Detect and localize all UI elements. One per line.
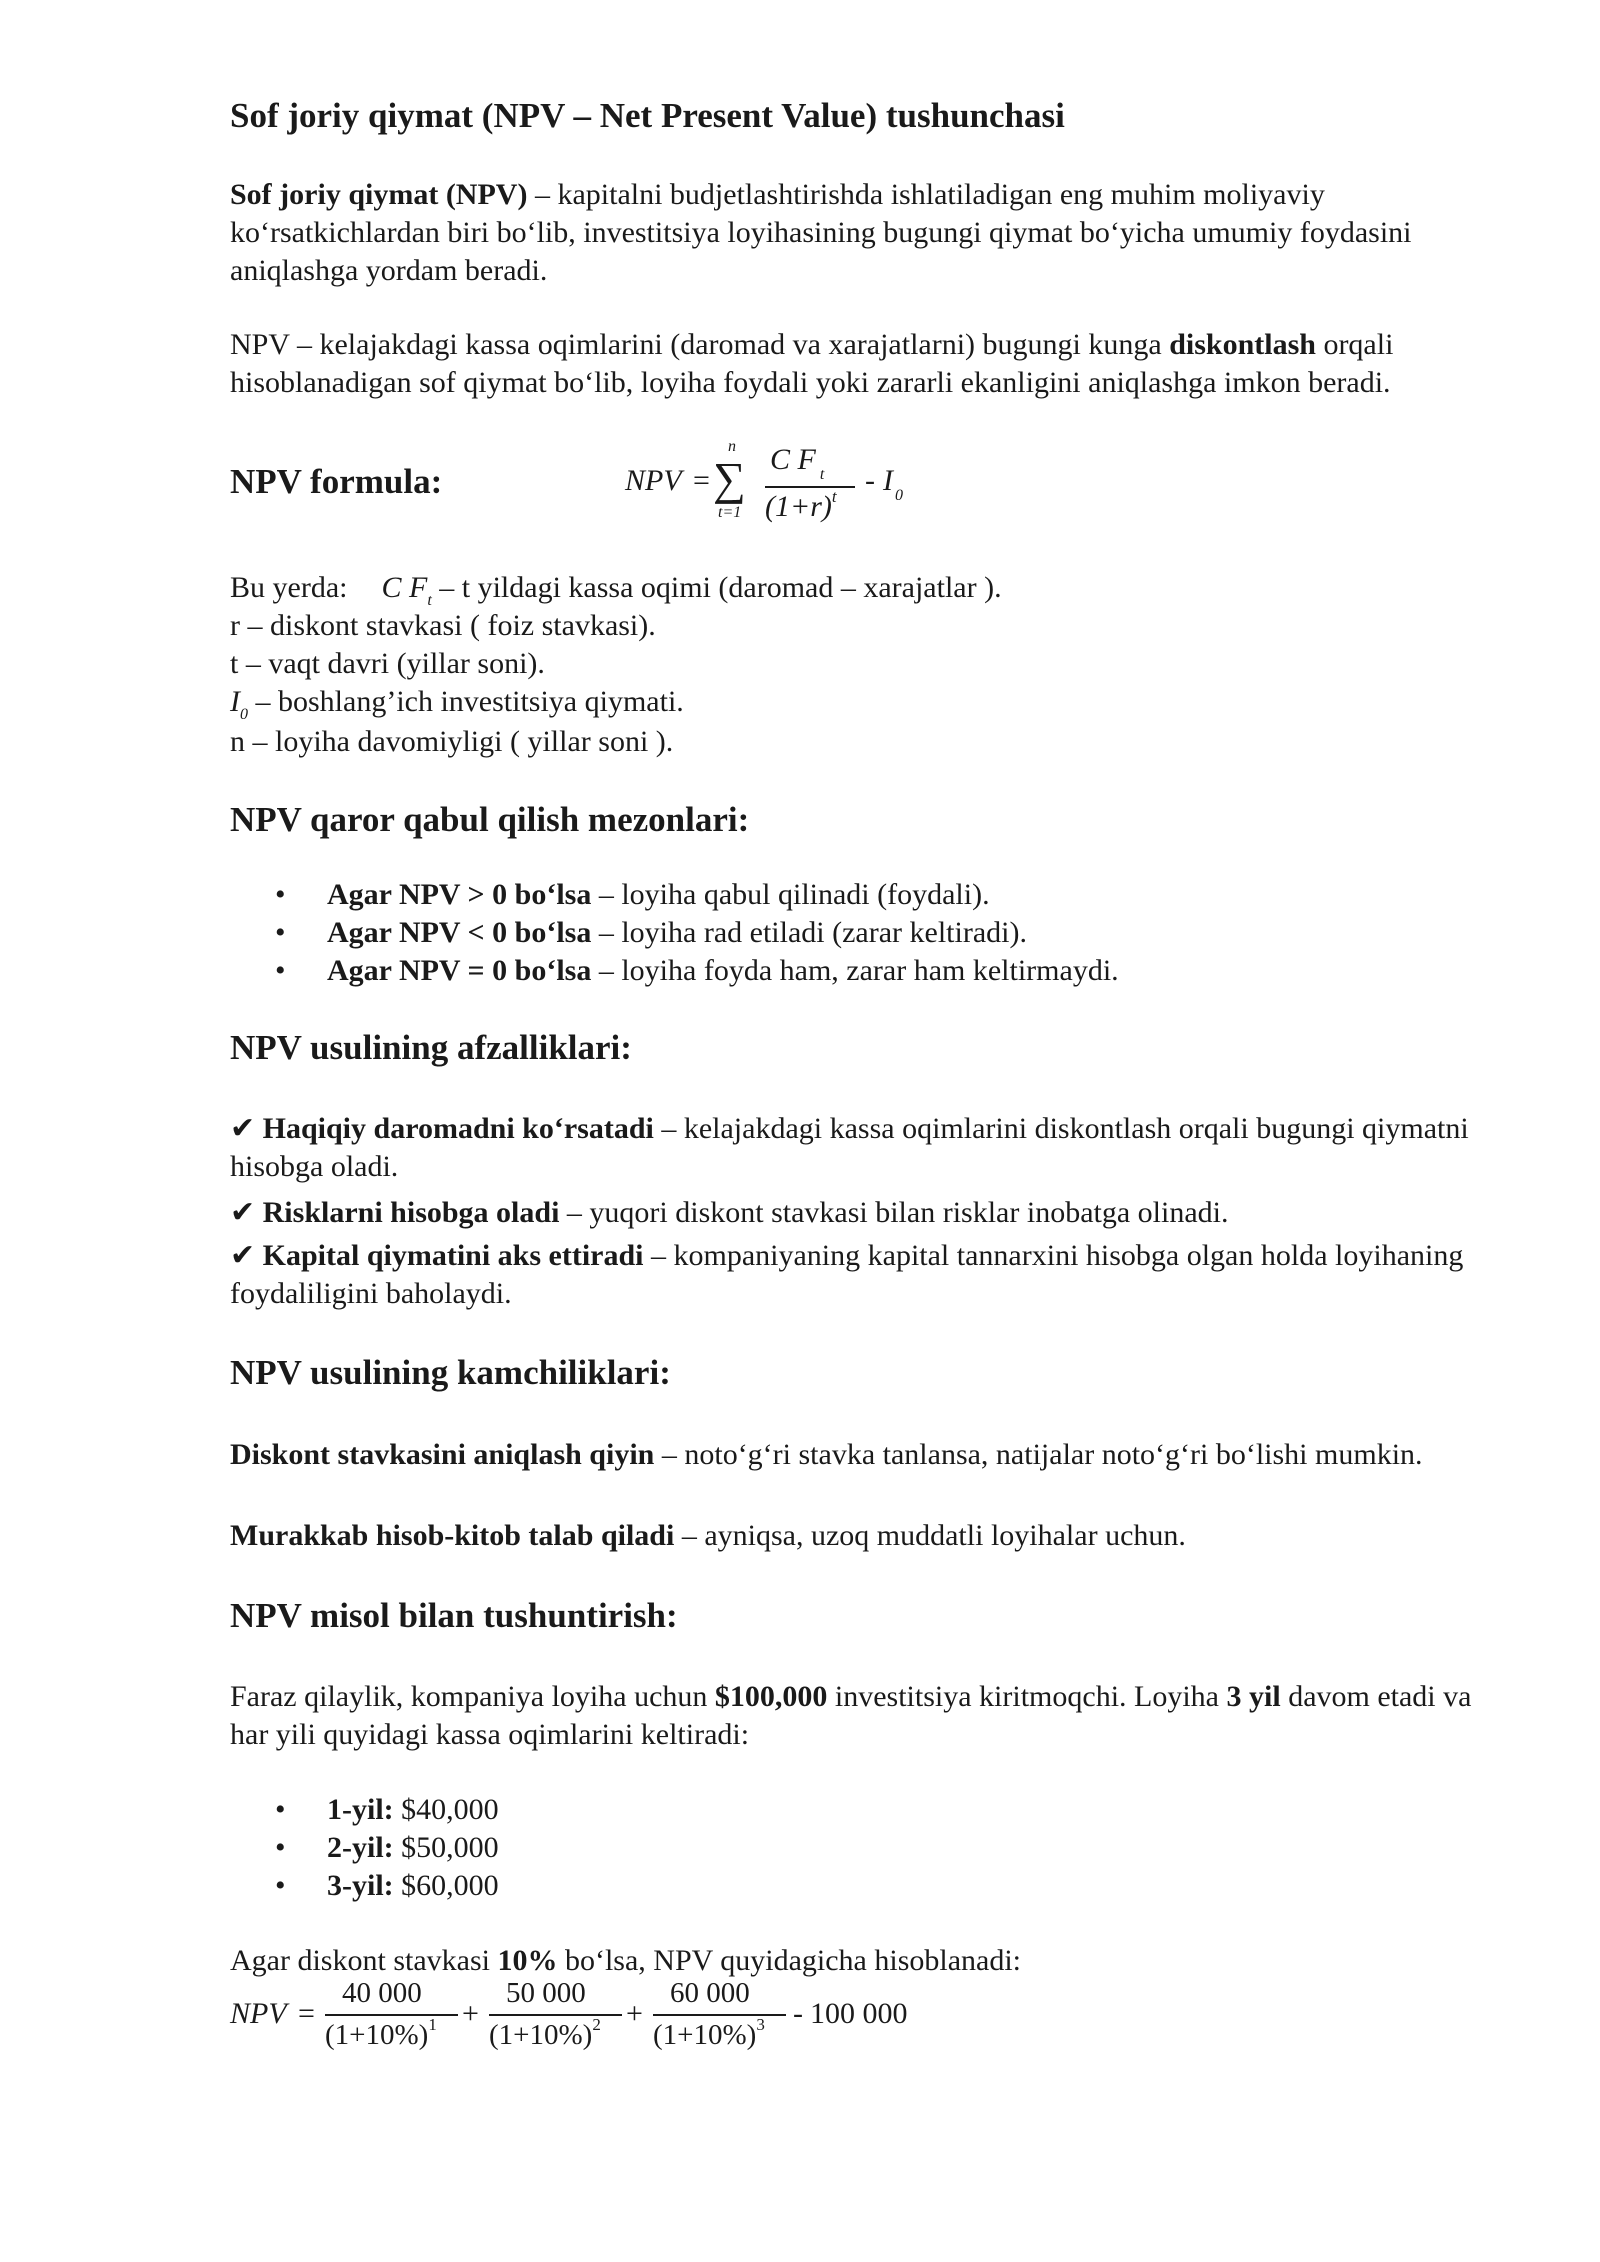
plus-sign: +	[462, 1997, 479, 2030]
investment-symbol: I	[883, 464, 893, 497]
bullet-icon: •	[275, 1869, 286, 1902]
definition-n: n – loyiha davomiyligi ( yillar soni ).	[230, 725, 674, 758]
calc-equals: =	[298, 1997, 315, 2030]
term-denominator	[325, 2015, 437, 2052]
definition-cf	[230, 571, 1002, 609]
advantage-item	[230, 1237, 1500, 1313]
discount-rate: 10%	[497, 1944, 558, 1977]
term-numerator: 50 000	[506, 1977, 586, 2009]
i0-symbol: I	[230, 685, 240, 718]
definition-paragraph	[230, 326, 1520, 402]
advantage-title: Haqiqiy daromadni koʻrsatadi	[262, 1112, 654, 1145]
disadvantage-text: – notoʻgʻri stavka tanlansa, natijalar notoʻgʻri boʻlishi mumkin.	[654, 1438, 1423, 1471]
advantage-text: – kelajakdagi kassa oqimlarini diskontlash orqali bugungi qiymatni hisobga oladi.	[230, 1112, 1469, 1183]
term-base: (1+10%)	[325, 2019, 429, 2051]
numerator-cf: C F	[770, 443, 816, 476]
list-item	[230, 1831, 1030, 1869]
term-base: (1+10%)	[653, 2019, 757, 2051]
formula-numerator	[770, 443, 825, 483]
criteria-list	[230, 878, 1430, 992]
calc-npv: NPV	[230, 1997, 287, 2030]
disadvantage-item	[230, 1517, 1500, 1555]
fraction-bar	[653, 2014, 786, 2016]
disadvantages-heading: NPV usulining kamchiliklari:	[230, 1353, 671, 1392]
rate-text: Agar diskont stavkasi	[230, 1944, 498, 1977]
example-paragraph	[230, 1678, 1510, 1754]
criterion-text: – loyiha rad etiladi (zarar keltiradi).	[591, 916, 1027, 949]
fraction-bar	[325, 2014, 458, 2016]
advantage-text: – kompaniyaning kapital tannarxini hisobga olgan holda loyihaning foydaliligini baholaydi.	[230, 1239, 1464, 1310]
fraction-bar	[765, 486, 855, 488]
sum-lower-limit: t=1	[718, 504, 742, 521]
intro-term: Sof joriy qiymat (NPV)	[230, 178, 528, 211]
bullet-icon: •	[275, 878, 286, 911]
bullet-icon: •	[275, 1793, 286, 1826]
intro-paragraph	[230, 176, 1510, 290]
formula-npv: NPV	[625, 464, 682, 497]
list-item	[230, 878, 1430, 916]
fraction-bar	[489, 2014, 622, 2016]
definition-r: r – diskont stavkasi ( foiz stavkasi).	[230, 609, 656, 642]
discount-rate-sentence	[230, 1944, 1021, 1978]
year-value: $50,000	[393, 1831, 499, 1864]
year-value: $60,000	[393, 1869, 499, 1902]
criterion-condition: Agar NPV = 0 boʻlsa	[327, 954, 592, 987]
formula-label: NPV formula:	[230, 462, 443, 501]
bullet-icon: •	[275, 954, 286, 987]
formula-denominator	[765, 487, 837, 524]
cashflow-list	[230, 1793, 1030, 1907]
list-item	[230, 954, 1430, 992]
example-investment: $100,000	[714, 1680, 828, 1713]
criterion-text: – loyiha foyda ham, zarar ham keltirmaydi.	[591, 954, 1119, 987]
advantage-title: Kapital qiymatini aks ettiradi	[262, 1239, 644, 1272]
npv-calculation	[230, 1975, 950, 2065]
plus-sign: +	[626, 1997, 643, 2030]
year-label: 3-yil:	[327, 1869, 394, 1902]
check-icon: ✔	[230, 1112, 256, 1145]
criterion-condition: Agar NPV > 0 boʻlsa	[327, 878, 592, 911]
advantage-item	[230, 1110, 1500, 1186]
term-exponent: 1	[428, 2015, 437, 2034]
term-exponent: 3	[756, 2015, 765, 2034]
example-heading: NPV misol bilan tushuntirish:	[230, 1596, 678, 1635]
term-exponent: 2	[592, 2015, 601, 2034]
cf-subscript: t	[427, 592, 432, 609]
year-label: 1-yil:	[327, 1793, 394, 1826]
numerator-subscript: t	[819, 466, 825, 483]
disadvantage-item	[230, 1436, 1500, 1474]
i0-description: – boshlang’ich investitsiya qiymati.	[248, 685, 684, 718]
definition-text-end: orqali hisoblanadigan sof qiymat boʻlib, loyiha foydali yoki zararli ekanligini aniqlashga imkon beradi.	[230, 328, 1394, 399]
term-numerator: 60 000	[670, 1977, 750, 2009]
calc-investment: 100 000	[810, 1997, 908, 2030]
minus-sign: -	[793, 1997, 803, 2030]
term-denominator	[489, 2015, 601, 2052]
formula-minus: -	[865, 464, 875, 497]
disadvantage-title: Murakkab hisob-kitob talab qiladi	[230, 1519, 675, 1552]
formula-investment	[883, 464, 903, 504]
definition-text-start: NPV – kelajakdagi kassa oqimlarini (daromad va xarajatlarni) bugungi kunga	[230, 328, 1170, 361]
check-icon: ✔	[230, 1196, 256, 1229]
npv-formula	[625, 430, 1045, 540]
criterion-text: – loyiha qabul qilinadi (foydali).	[591, 878, 990, 911]
term-denominator	[653, 2015, 765, 2052]
example-duration: 3 yil	[1226, 1680, 1281, 1713]
page-title: Sof joriy qiymat (NPV – Net Present Value) tushunchasi	[230, 96, 1065, 135]
disadvantage-title: Diskont stavkasini aniqlash qiyin	[230, 1438, 655, 1471]
term-base: (1+10%)	[489, 2019, 593, 2051]
definition-i0	[230, 685, 684, 723]
denominator-base: (1+r)	[765, 490, 832, 523]
denominator-exponent: t	[831, 487, 837, 506]
rate-text: boʻlsa, NPV quyidagicha hisoblanadi:	[557, 1944, 1022, 1977]
year-value: $40,000	[393, 1793, 499, 1826]
investment-subscript: 0	[895, 487, 903, 504]
definition-bold-term: diskontlash	[1169, 328, 1316, 361]
formula-equals: =	[693, 464, 710, 497]
list-item	[230, 1793, 1030, 1831]
criteria-heading: NPV qaror qabul qilish mezonlari:	[230, 800, 750, 839]
example-text: investitsiya kiritmoqchi. Loyiha	[827, 1680, 1227, 1713]
example-text: davom etadi va har yili quyidagi kassa oqimlarini keltiradi:	[230, 1680, 1472, 1751]
list-item	[230, 916, 1430, 954]
example-text: Faraz qilaylik, kompaniya loyiha uchun	[230, 1680, 715, 1713]
cf-description: – t yildagi kassa oqimi (daromad – xarajatlar ).	[431, 571, 1002, 604]
advantage-title: Risklarni hisobga oladi	[262, 1196, 560, 1229]
advantages-heading: NPV usulining afzalliklari:	[230, 1028, 632, 1067]
criterion-condition: Agar NPV < 0 boʻlsa	[327, 916, 592, 949]
term-numerator: 40 000	[342, 1977, 422, 2009]
definitions-lead: Bu yerda:	[230, 571, 348, 604]
advantage-text: – yuqori diskont stavkasi bilan risklar inobatga olinadi.	[559, 1196, 1229, 1229]
advantage-item	[230, 1194, 1500, 1232]
intro-text: – kapitalni budjetlashtirishda ishlatiladigan eng muhim moliyaviy koʻrsatkichlardan biri boʻlib, investitsiya loyihasining bugungi qiymat boʻyicha umumiy foydasini aniqlashga yordam beradi.	[230, 178, 1412, 287]
bullet-icon: •	[275, 916, 286, 949]
sum-upper-limit: n	[728, 438, 736, 455]
definition-t: t – vaqt davri (yillar soni).	[230, 647, 545, 680]
year-label: 2-yil:	[327, 1831, 394, 1864]
bullet-icon: •	[275, 1831, 286, 1864]
check-icon: ✔	[230, 1239, 256, 1272]
i0-subscript: 0	[240, 706, 248, 723]
cf-symbol: C F	[381, 571, 428, 604]
sum-sign: ∑	[713, 453, 746, 504]
disadvantage-text: – ayniqsa, uzoq muddatli loyihalar uchun.	[674, 1519, 1186, 1552]
list-item	[230, 1869, 1030, 1907]
